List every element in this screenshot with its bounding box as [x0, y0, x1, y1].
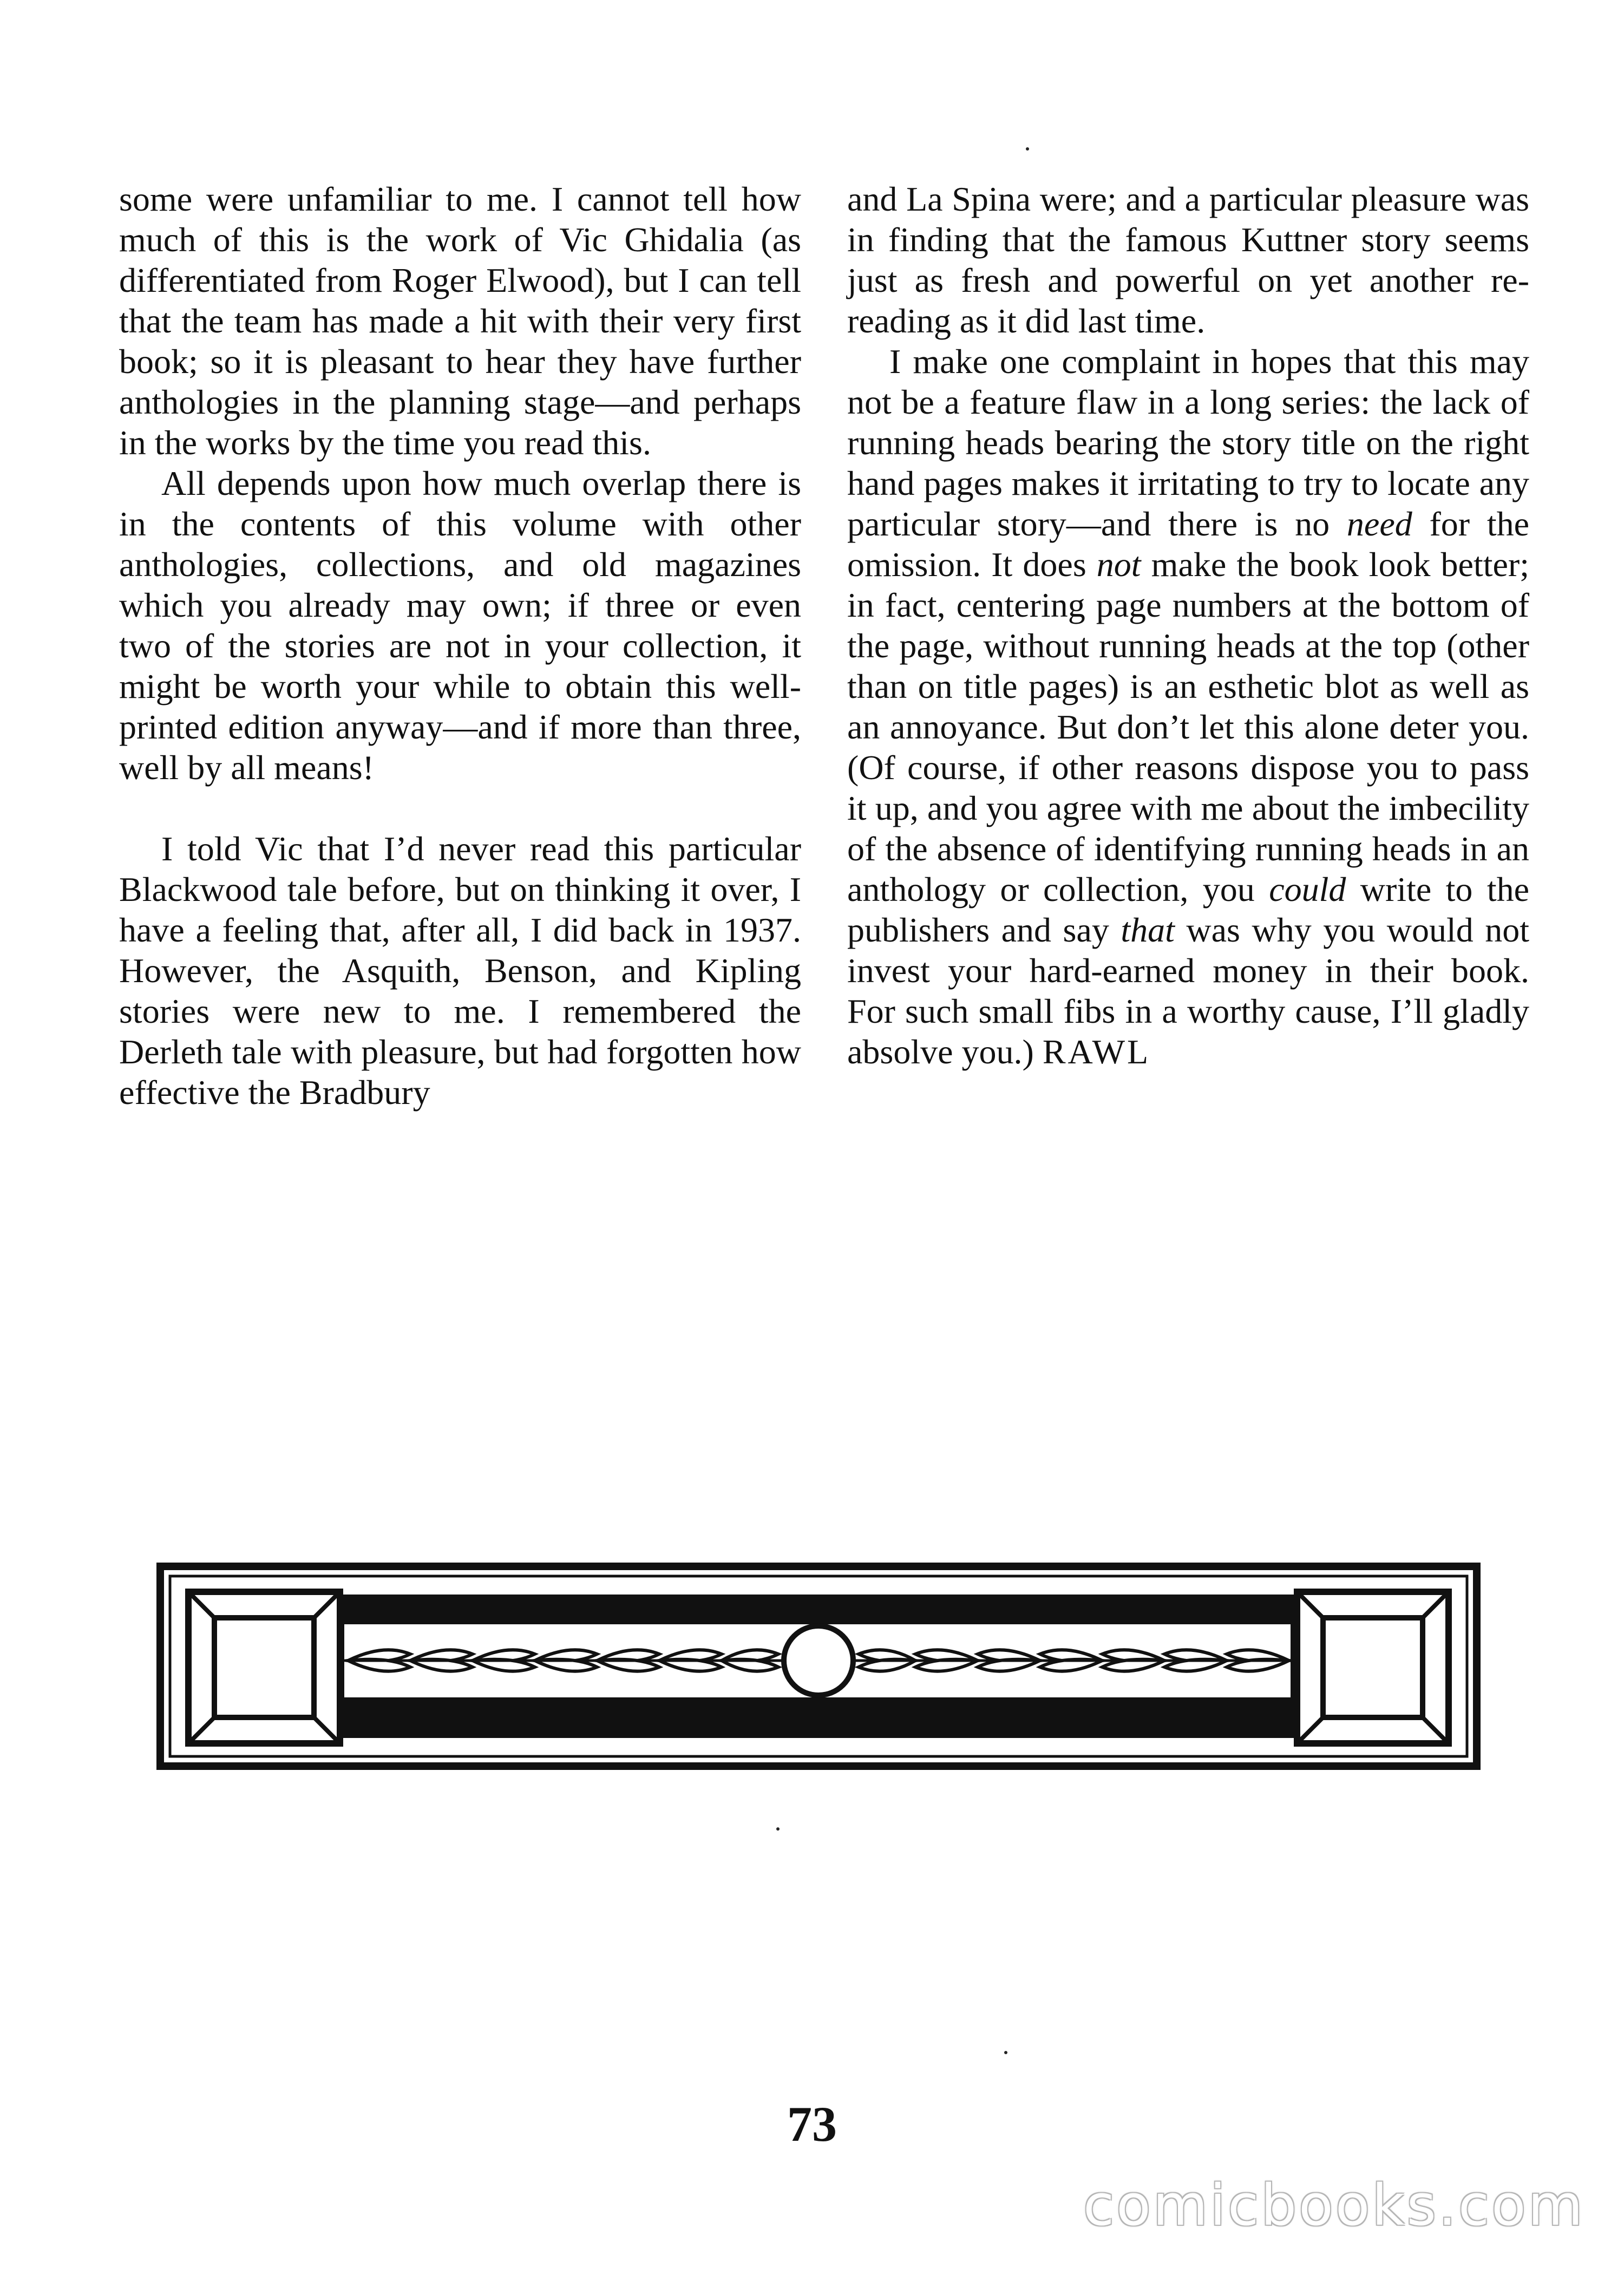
- text-run: for the omission. It does: [847, 505, 1530, 584]
- body-paragraph: some were unfamiliar to me. I cannot tell how much of this is the work of Vic Ghidalia (as differentiated from Roger Elwood), but I can tell that the team has made a hit with their very first book; so it is pleasant to hear they have further anthologies in the planning stage—and perhaps in the works by the time you read this.: [119, 180, 801, 462]
- body-paragraph: All depends upon how much overlap there is in the contents of this volume with other anthologies, collections, and old magazines which you already may own; if three or even two of the stories are not in your collection, it might be worth your while to obtain this well-printed edition anyway—and if more than three, well by all means!: [119, 464, 801, 787]
- right-square-ornament: [1297, 1592, 1449, 1743]
- body-paragraph: I told Vic that I’d never read this particular Blackwood tale before, but on thinking it over, I have a feeling that, after all, I did back in 1937. However, the Asquith, Benson, and Kipling stories were new to me. I remembered the Derleth tale with pleasure, but had forgotten how effective the Bradbury: [119, 829, 801, 1112]
- text-run: write to the publishers and say: [847, 870, 1530, 949]
- italic-word: not: [1096, 545, 1141, 584]
- author-signature: RAWL: [1042, 1033, 1151, 1071]
- italic-word: that: [1121, 911, 1175, 949]
- print-speck: [1026, 147, 1029, 151]
- left-square-ornament: [188, 1592, 340, 1743]
- italic-word: need: [1346, 505, 1412, 543]
- watermark: comicbooks.com: [1083, 2172, 1585, 2238]
- text-run: was why you would not invest your hard-earned money in their book. For such small fibs in a worthy cause, I’ll gladly absolve you.): [847, 911, 1530, 1071]
- text-run: make the book look better; in fact, centering page numbers at the bottom of the page, without running heads at the top (other than on title pages) is an esthetic blot as well as an annoyance. But don’t let this alone deter you. (Of course, if other reasons dispose you to pass it up, and you agree with me about the imbecility of the absence of identifying running heads in an anthology or collection, you: [847, 545, 1529, 909]
- italic-word: could: [1269, 870, 1346, 909]
- left-column: [119, 179, 801, 1113]
- paragraph-gap: [119, 788, 801, 828]
- print-speck: [776, 1827, 780, 1831]
- body-paragraph: [847, 341, 1529, 1072]
- page-number: 73: [787, 2096, 837, 2152]
- right-column: [847, 179, 1529, 1072]
- body-paragraph: and La Spina were; and a particular pleasure was in finding that the famous Kuttner story seems just as fresh and powerful on yet another re-reading as it did last time.: [847, 180, 1529, 340]
- print-speck: [1004, 2051, 1007, 2054]
- text-run: I make one complaint in hopes that this may not be a feature flaw in a long series: the lack of running heads bearing the story title on the right hand pages makes it irritating to try to locate any particular story—and there is no: [847, 342, 1529, 543]
- laurel-border-ornament-icon: [156, 1562, 1481, 1770]
